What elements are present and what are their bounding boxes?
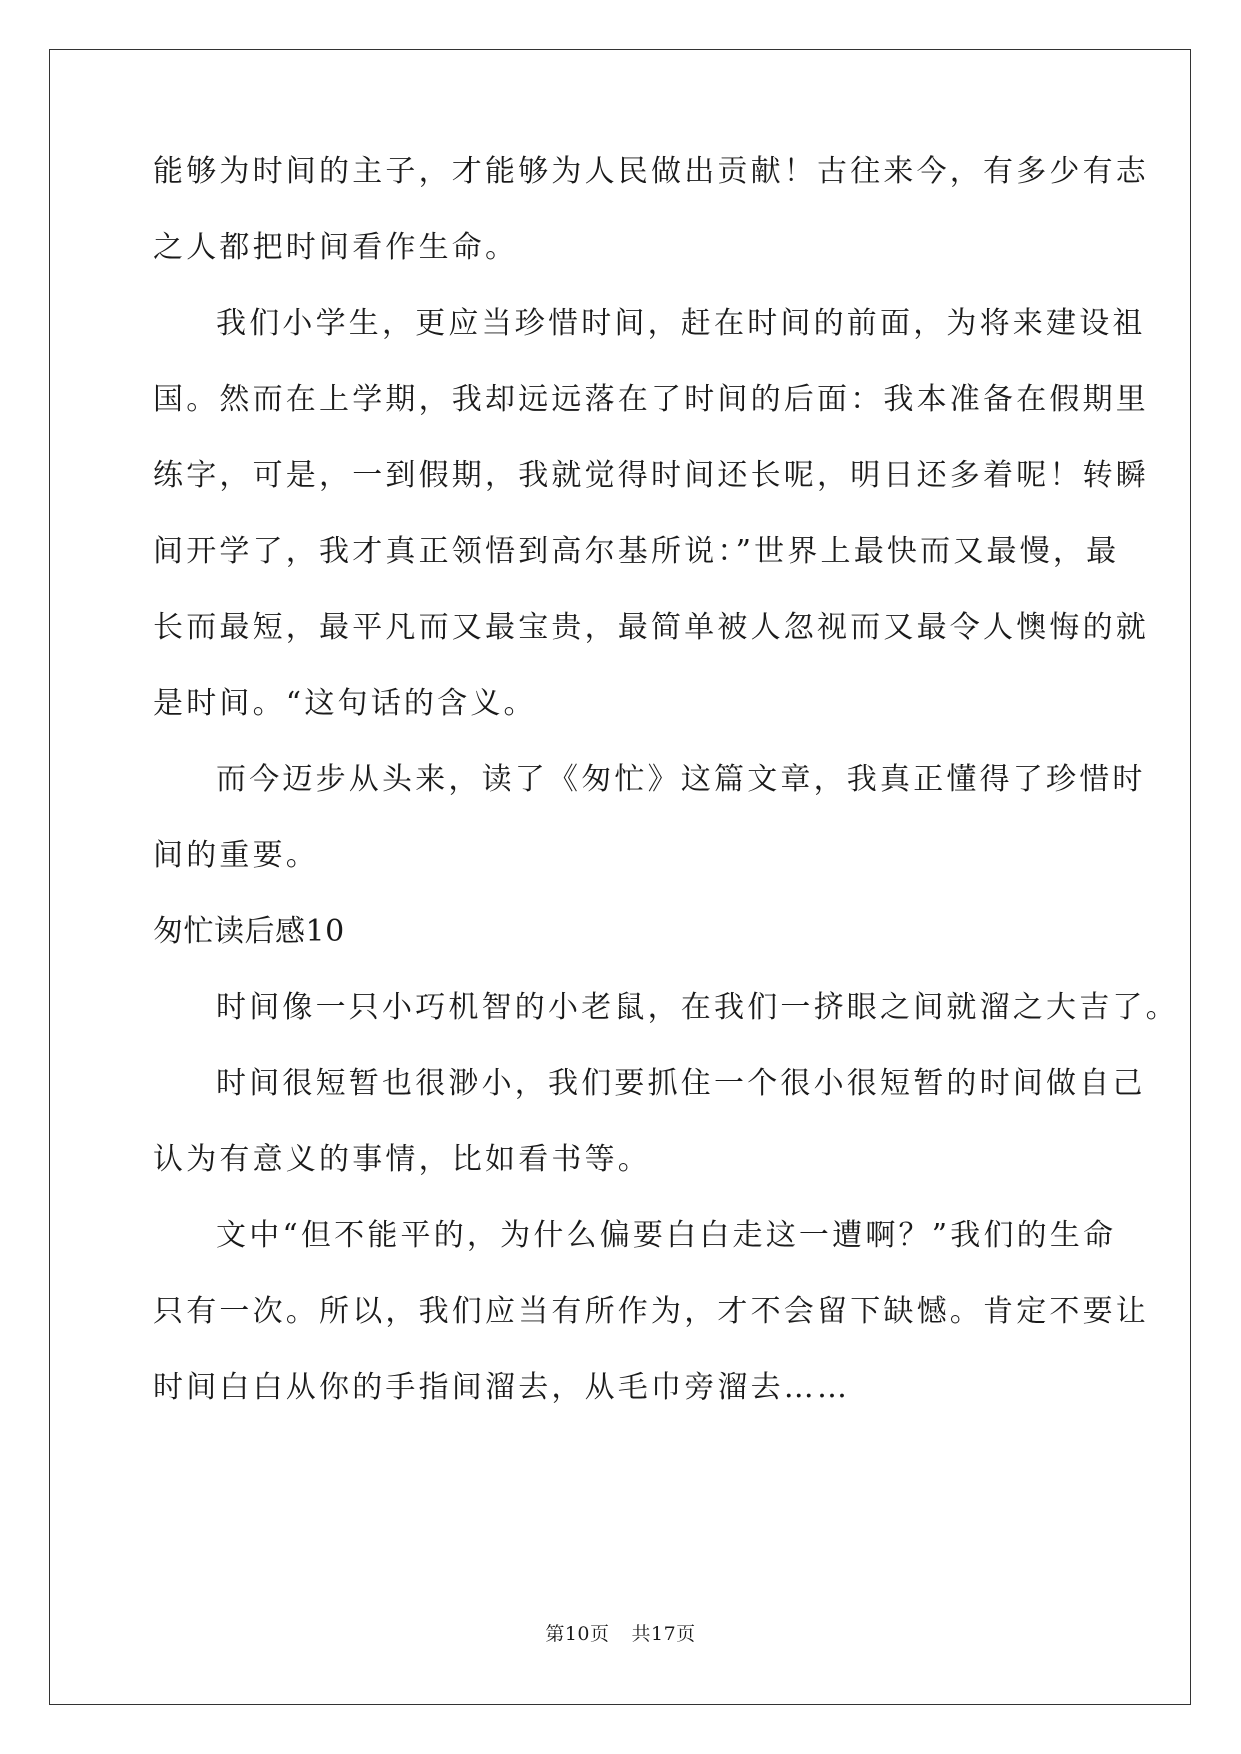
paragraph-line: 时间很短暂也很渺小，我们要抓住一个很小很短暂的时间做自己	[216, 1066, 1146, 1101]
page-number-total: 共17页	[631, 1623, 696, 1645]
page-footer	[0, 1622, 1241, 1646]
section-heading: 匆忙读后感10	[153, 914, 345, 949]
paragraph-line: 练字，可是，一到假期，我就觉得时间还长呢，明日还多着呢！转瞬	[153, 458, 1149, 493]
paragraph-line: 而今迈步从头来，读了《匆忙》这篇文章，我真正懂得了珍惜时	[216, 762, 1146, 797]
paragraph-line: 长而最短，最平凡而又最宝贵，最简单被人忽视而又最令人懊悔的就	[153, 610, 1149, 645]
paragraph-line: 间的重要。	[153, 838, 319, 873]
page-number-current: 第10页	[545, 1623, 610, 1645]
paragraph-line: 认为有意义的事情，比如看书等。	[153, 1142, 651, 1177]
paragraph-line: 时间像一只小巧机智的小老鼠，在我们一挤眼之间就溜之大吉了。	[216, 990, 1179, 1025]
paragraph-line: 只有一次。所以，我们应当有所作为，才不会留下缺憾。肯定不要让	[153, 1294, 1149, 1329]
paragraph-line: 间开学了，我才真正领悟到高尔基所说：”世界上最快而又最慢，最	[153, 534, 1120, 569]
page-border	[49, 49, 1191, 1705]
paragraph-line: 能够为时间的主子，才能够为人民做出贡献！古往来今，有多少有志	[153, 154, 1149, 189]
paragraph-line: 文中“但不能平的，为什么偏要白白走这一遭啊？”我们的生命	[216, 1218, 1117, 1253]
paragraph-line: 我们小学生，更应当珍惜时间，赶在时间的前面，为将来建设祖	[216, 306, 1146, 341]
paragraph-line: 之人都把时间看作生命。	[153, 230, 519, 265]
paragraph-line: 是时间。“这句话的含义。	[153, 686, 537, 721]
paragraph-line: 国。然而在上学期，我却远远落在了时间的后面：我本准备在假期里	[153, 382, 1149, 417]
paragraph-line: 时间白白从你的手指间溜去，从毛巾旁溜去……	[153, 1370, 851, 1405]
